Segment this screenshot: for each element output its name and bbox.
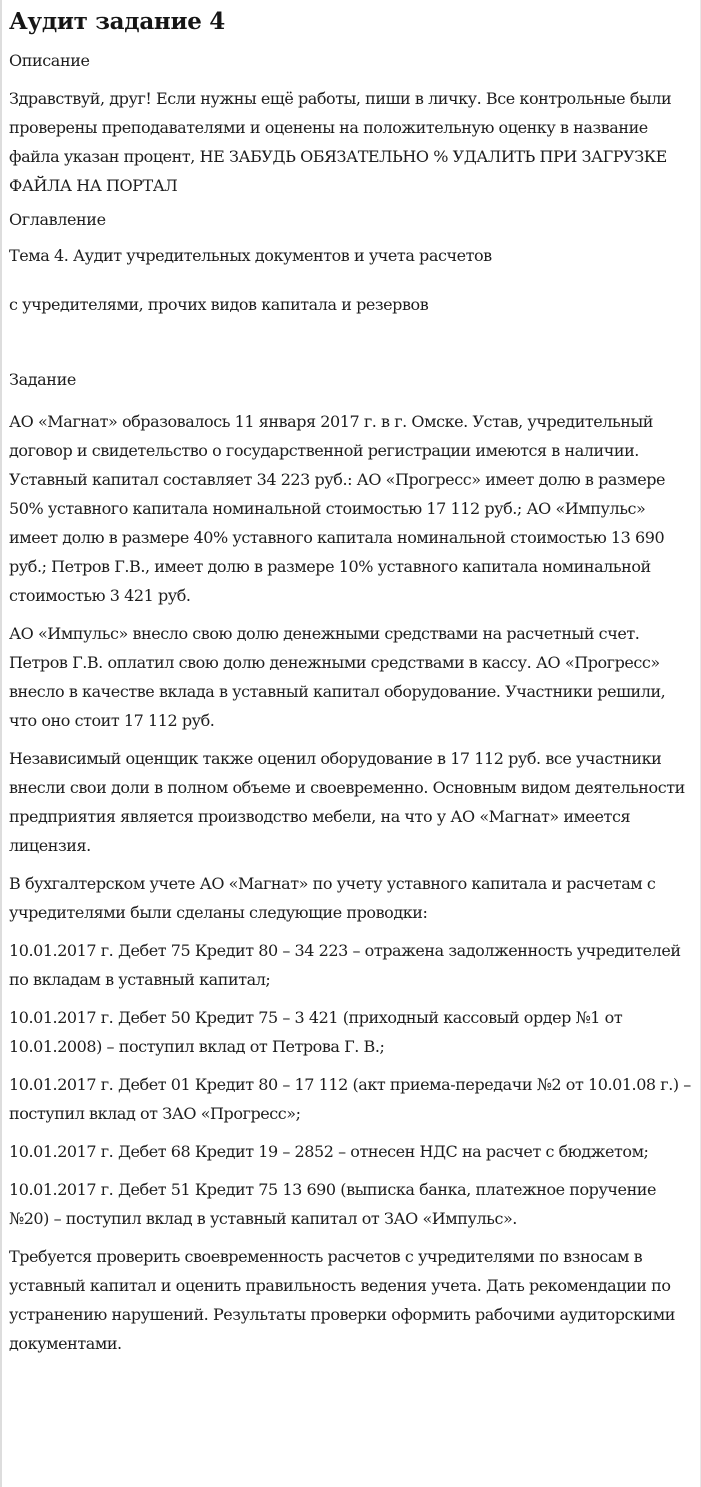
toc-label: Оглавление — [9, 210, 106, 229]
document-title: Аудит задание 4 — [9, 8, 225, 35]
description-label: Описание — [9, 51, 90, 70]
task-paragraph: АО «Магнат» образовалось 11 января 2017 г. в г. Омске. Устав, учредительный договор и свидетельство о государственной регистрации имеются в наличии. Уставный капитал составляет 34 223 руб.: АО «Прогресс» имеет долю в размере 50% уставного капитала номинальной стоимостью 17 112 руб.; АО «Импульс» имеет долю в размере 40% уставного капитала номинальной стоимостью 13 690 руб.; Петров Г.В., имеет долю в размере 10% уставного капитала номинальной стоимостью 3 421 руб. — [9, 412, 666, 605]
description-text: Здравствуй, друг! Если нужны ещё работы, пиши в личку. Все контрольные были проверены преподавателями и оценены на положительную оценку в название файла указан процент, НЕ ЗАБУДЬ ОБЯЗАТЕЛЬНО % УДАЛИТЬ ПРИ ЗАГРУЗКЕ ФАЙЛА НА ПОРТАЛ — [9, 89, 672, 195]
task-paragraph: Независимый оценщик также оценил оборудование в 17 112 руб. все участники внесли свои доли в полном объеме и своевременно. Основным видом деятельности предприятия является производство мебели, на что у АО «Магнат» имеется лицензия. — [9, 749, 685, 855]
task-paragraph: 10.01.2017 г. Дебет 01 Кредит 80 – 17 112 (акт приема-передачи №2 от 10.01.08 г.) – поступил вклад от ЗАО «Прогресс»; — [9, 1075, 691, 1123]
task-paragraph: В бухгалтерском учете АО «Магнат» по учету уставного капитала и расчетам с учредителями были сделаны следующие проводки: — [9, 874, 656, 922]
toc-line: Тема 4. Аудит учредительных документов и учета расчетов — [9, 246, 492, 265]
task-paragraph: 10.01.2017 г. Дебет 75 Кредит 80 – 34 223 – отражена задолженность учредителей по вкладам в уставный капитал; — [9, 941, 681, 989]
task-paragraph: Требуется проверить своевременность расчетов с учредителями по взносам в уставный капитал и оценить правильность ведения учета. Дать рекомендации по устранению нарушений. Результаты проверки оформить рабочими аудиторскими документами. — [9, 1247, 675, 1353]
toc-line: с учредителями, прочих видов капитала и резервов — [9, 295, 429, 314]
task-label: Задание — [9, 370, 76, 389]
task-paragraph: 10.01.2017 г. Дебет 51 Кредит 75 13 690 (выписка банка, платежное поручение №20) – поступил вклад в уставный капитал от ЗАО «Импульс». — [9, 1180, 657, 1228]
task-paragraph: 10.01.2017 г. Дебет 50 Кредит 75 – 3 421 (приходный кассовый ордер №1 от 10.01.2008) – поступил вклад от Петрова Г. В.; — [9, 1008, 623, 1056]
task-paragraph: АО «Импульс» внесло свою долю денежными средствами на расчетный счет. Петров Г.В. оплатил свою долю денежными средствами в кассу. АО «Прогресс» внесло в качестве вклада в уставный капитал оборудование. Участники решили, что оно стоит 17 112 руб. — [9, 624, 666, 730]
task-paragraph: 10.01.2017 г. Дебет 68 Кредит 19 – 2852 – отнесен НДС на расчет с бюджетом; — [9, 1142, 649, 1161]
